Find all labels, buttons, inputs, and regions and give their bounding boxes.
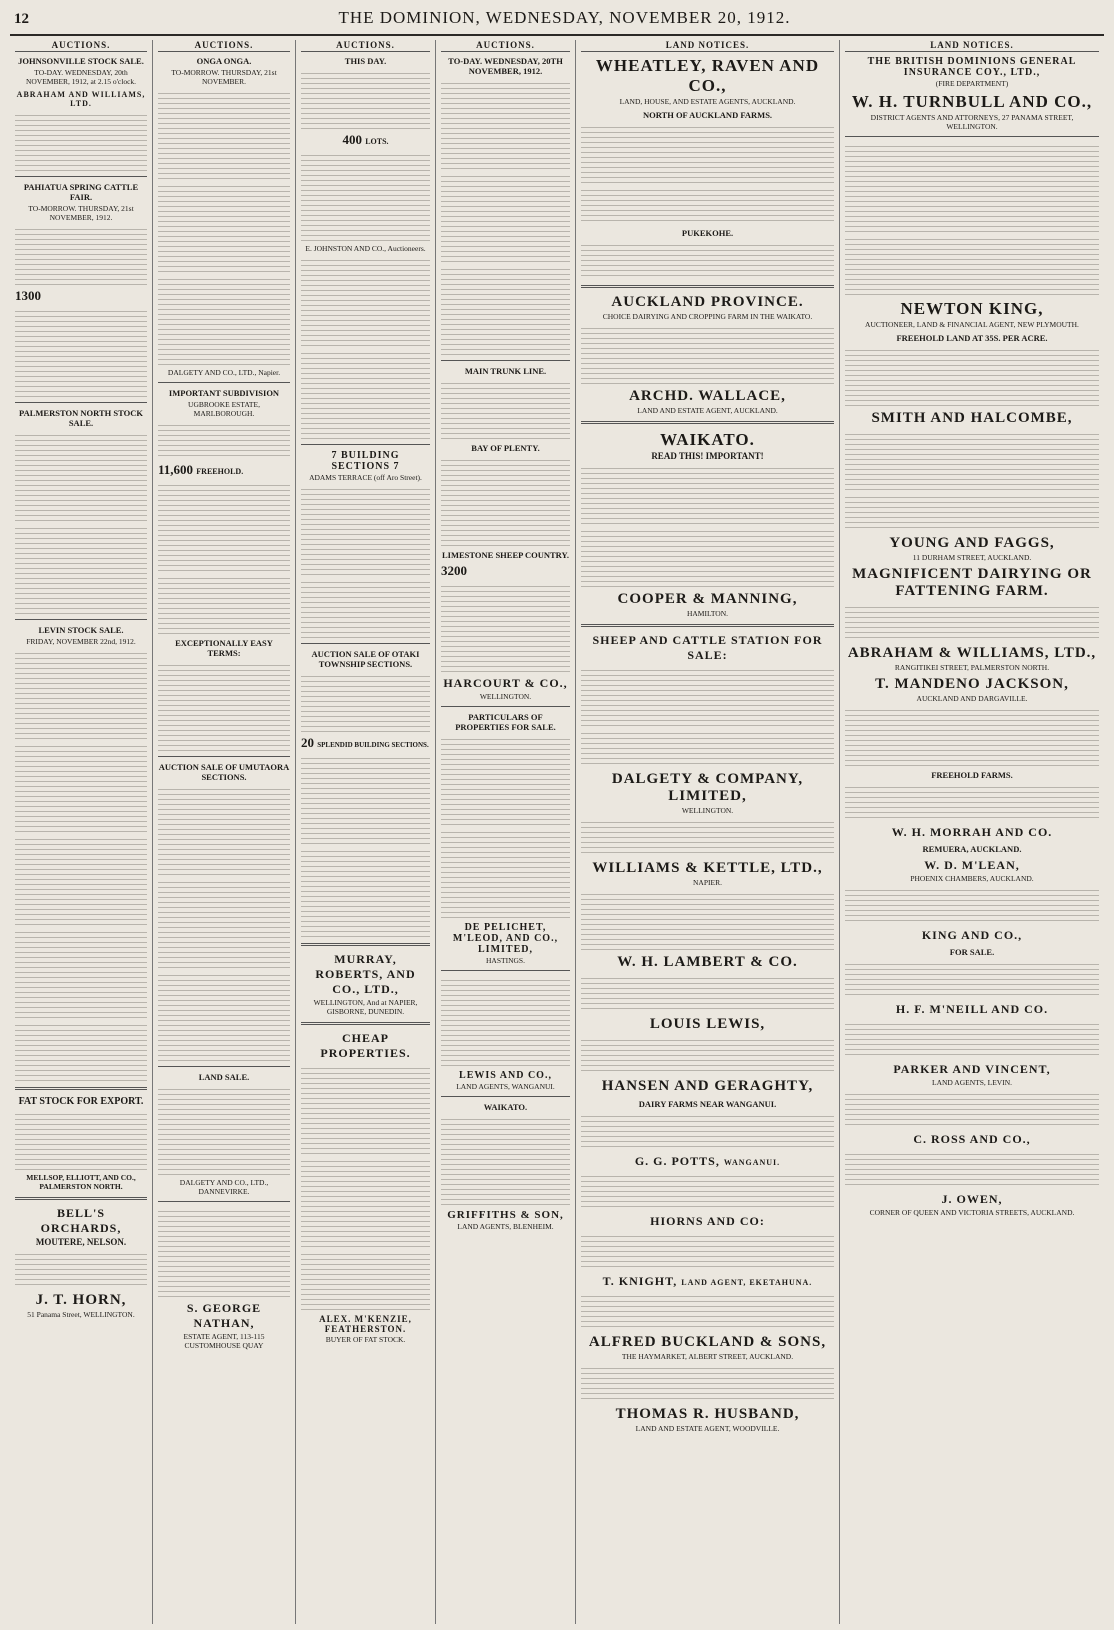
ad-subtitle: RANGITIKEI STREET, PALMERSTON NORTH. [894,663,1050,672]
ad-text-block [441,172,570,262]
divider [158,1201,290,1202]
ad-text-block [845,235,1099,295]
ad-text-block [581,1292,834,1330]
ad-firm [581,1274,834,1289]
columns [10,40,1104,1624]
ad-title: AUCTION SALE OF OTAKI TOWNSHIP SECTIONS. [311,649,420,669]
ad-acreage-label: FREEHOLD. [196,467,244,476]
column-2 [153,40,296,1624]
ad-subtitle: CHOICE DAIRYING AND CROPPING FARM IN THE WAIKATO. [602,312,813,321]
ad-text-block [15,431,147,521]
ad-text-block [581,186,834,224]
ad-text-block [301,1157,430,1247]
ad-title: EXCEPTIONALLY EASY TERMS: [175,638,273,658]
ad-text-block [441,79,570,169]
ad-firm: MURRAY, ROBERTS, AND CO., LTD., [315,952,416,996]
ad-text-block [301,69,430,129]
ad-subtitle: DISTRICT AGENTS AND ATTORNEYS, 27 PANAMA STREET, WELLINGTON. [870,113,1074,131]
ad-date: FRIDAY, NOVEMBER 22nd, 1912. [26,637,136,646]
ad-subtitle: 11 DURHAM STREET, AUCKLAND. [912,553,1032,562]
masthead-title: THE DOMINION, WEDNESDAY, NOVEMBER 20, 1912. [338,8,791,27]
section-heading: LAND NOTICES. [581,40,834,52]
ad-subtitle: WELLINGTON, And at NAPIER, GISBORNE, DUNEDIN. [313,998,418,1016]
ad-text-block [845,430,1099,490]
ad-subtitle: LAND AGENTS, WANGANUI. [456,1082,555,1091]
divider [301,1022,430,1025]
ad-date: TO-DAY. WEDNESDAY, 20th NOVEMBER, 1912, at 2.15 o'clock. [25,68,137,86]
ad-text-block [301,151,430,241]
ad-text-block [301,847,430,937]
ad-text-block [581,241,834,279]
ad-firm: MAGNIFICENT DAIRYING OR FATTENING FARM. [852,566,1092,599]
ad-sections-label: SPLENDID BUILDING SECTIONS. [317,741,429,749]
ad-subtitle: READ THIS! IMPORTANT! [651,451,764,461]
ad-subtitle: ESTATE AGENT, 113-115 CUSTOMHOUSE QUAY [183,1332,265,1350]
ad-lot-count: 1300 [15,288,41,303]
ad-firm-town: WANGANUI. [723,1158,781,1167]
ad-firm: ABRAHAM AND WILLIAMS, LTD. [16,90,146,108]
ad-text-block [301,578,430,638]
ad-acreage-value: 11,600 [158,462,194,477]
ad-subtitle: LAND AND ESTATE AGENT, WOODVILLE. [635,1424,780,1433]
ad-text-block [15,225,147,285]
ad-text-block [441,828,570,918]
ad-heading: FOR SALE. [949,947,995,957]
ad-firm: T. MANDENO JACKSON, [875,676,1069,692]
ad-subtitle: BUYER OF FAT STOCK. [325,1335,406,1344]
ad-firm: NEWTON KING, [900,299,1044,318]
ad-subtitle: LAND, HOUSE, AND ESTATE AGENTS, AUCKLAND. [619,97,796,106]
ad-firm: ALFRED BUCKLAND & SONS, [588,1334,827,1350]
ad-text-block [845,603,1099,641]
ad-lot-count-value: 400 [342,132,362,147]
ad-text-block [845,1150,1099,1188]
section-heading: AUCTIONS. [441,40,570,52]
ad-firm: YOUNG AND FAGGS, [889,535,1055,551]
ad-heading: DAIRY FARMS NEAR WANGANUI. [638,1099,777,1109]
ad-text-block [158,275,290,365]
ad-text-block [15,1021,147,1081]
ad-text-block [301,672,430,732]
ad-text-block [301,349,430,439]
ad-subtitle: (FIRE DEPARTMENT) [935,79,1009,88]
ad-firm: W. H. LAMBERT & CO. [617,954,798,970]
column-4 [436,40,576,1624]
divider [441,360,570,361]
ad-firm: J. T. HORN, [35,1292,127,1308]
divider [158,382,290,383]
ad-subtitle: CORNER OF QUEEN AND VICTORIA STREETS, AUCKLAND. [869,1208,1075,1217]
ad-date: TO-MORROW. THURSDAY, 21st NOVEMBER. [171,68,277,86]
ad-title: LAND SALE. [198,1072,250,1082]
ad-text-block [441,1115,570,1205]
ad-title: PAHIATUA SPRING CATTLE FAIR. [23,182,139,202]
ad-text-block [158,1085,290,1175]
ad-firm: C. ROSS AND CO., [913,1132,1031,1146]
divider [15,402,147,403]
ad-firm: 7 BUILDING SECTIONS 7 [331,450,400,472]
ad-text-block [441,456,570,546]
ad-subtitle: HAMILTON. [686,609,729,618]
ad-subtitle: UGBROOKE ESTATE, MARLBOROUGH. [188,400,260,418]
ad-text-block [581,1364,834,1402]
ad-subtitle: LAND AGENTS, BLENHEIM. [457,1222,554,1231]
column-1 [10,40,153,1624]
section-heading: AUCTIONS. [15,40,147,52]
ad-heading: PUKEKOHE. [681,228,734,238]
ad-text-block [845,960,1099,998]
ad-text-block [581,1036,834,1074]
ad-firm: BELL'S ORCHARDS, [40,1206,122,1235]
ad-title: JOHNSONVILLE STOCK SALE. [18,56,144,66]
ad-firm: WAIKATO. [660,430,755,449]
divider [581,421,834,424]
ad-text-block [845,1090,1099,1128]
ad-title: PARTICULARS OF PROPERTIES FOR SALE. [455,712,556,732]
ad-text-block [158,1207,290,1297]
ad-heading: REMUERA, AUCKLAND. [922,844,1022,854]
ad-text-block [158,971,290,1061]
ad-title: TO-DAY. WEDNESDAY, 20TH NOVEMBER, 1912. [448,56,563,76]
ad-text-block [845,493,1099,531]
ad-firm: S. GEORGE NATHAN, [186,1301,262,1330]
ad-firm [581,1154,834,1169]
ad-firm: AUCKLAND PROVINCE. [611,294,804,310]
ad-text-block [15,742,147,832]
ad-title: SHEEP AND CATTLE STATION FOR SALE: [592,633,823,662]
ad-firm-town: LAND AGENT, EKETAHUNA. [681,1278,813,1287]
ad-date: TO-MORROW. THURSDAY, 21st NOVEMBER, 1912. [28,204,134,222]
ad-text-block [441,379,570,439]
ad-subtitle: WELLINGTON. [479,692,532,701]
ad-firm: DALGETY AND CO., LTD., DANNEVIRKE. [179,1178,269,1196]
ad-firm: H. F. M'NEILL AND CO. [895,1002,1049,1016]
section-heading: LAND NOTICES. [845,40,1099,52]
ad-text-block [581,1172,834,1210]
ad-firm: DE PELICHET, M'LEOD, AND CO., LIMITED, [452,922,559,955]
ad-place: MOUTERE, NELSON. [35,1237,127,1247]
ad-text-block [845,1020,1099,1058]
ad-heading: FREEHOLD LAND AT 35S. PER ACRE. [896,333,1048,343]
ad-text-block [15,524,147,614]
divider [301,444,430,445]
divider [15,619,147,620]
masthead [10,8,1104,36]
ad-firm: SMITH AND HALCOMBE, [871,410,1073,426]
ad-firm: W. D. M'LEAN, [924,858,1020,872]
divider [158,1066,290,1067]
ad-text-block [15,928,147,1018]
ad-title: AUCTION SALE OF UMUTAORA SECTIONS. [158,762,290,782]
ad-sections-value: 20 [301,735,314,750]
ad-text-block [301,485,430,575]
ad-text-block [158,421,290,459]
ad-subtitle: ADAMS TERRACE (off Aro Street). [309,473,422,482]
ad-title: BAY OF PLENTY. [471,443,540,453]
ad-text-block [15,1250,147,1288]
ad-subtitle: AUCKLAND AND DARGAVILLE. [916,694,1028,703]
ad-firm: HANSEN AND GERAGHTY, [601,1078,814,1094]
ad-text-block [301,256,430,346]
section-heading: AUCTIONS. [301,40,430,52]
ad-text-block [15,307,147,397]
ad-text-block [581,527,834,587]
ad-sections [301,735,430,751]
ad-text-block [301,1250,430,1310]
ad-text-block [581,464,834,524]
divider [581,285,834,288]
ad-subtitle: WELLINGTON. [681,806,734,815]
ad-text-block [158,481,290,571]
ad-firm: E. JOHNSTON AND CO., Auctioneers. [305,244,426,253]
divider [15,1197,147,1200]
ad-firm: LOUIS LEWIS, [649,1016,766,1032]
ad-text-block [441,582,570,672]
ad-heading: FREEHOLD FARMS. [931,770,1013,780]
ad-firm: CHEAP PROPERTIES. [320,1031,411,1060]
ad-acreage: 3200 [441,563,467,578]
ad-firm: COOPER & MANNING, [617,591,798,607]
ad-firm: ABRAHAM & WILLIAMS, LTD., [847,645,1097,661]
divider [158,756,290,757]
ad-text-block [581,729,834,767]
ad-text-block [301,1064,430,1154]
divider [441,1096,570,1097]
ad-text-block [158,574,290,634]
column-5 [576,40,840,1624]
ad-text-block [15,111,147,171]
ad-subtitle: PHOENIX CHAMBERS, AUCKLAND. [910,874,1034,883]
ad-text-block [158,661,290,751]
ad-text-block [158,878,290,968]
ad-text-block [581,324,834,384]
ad-text-block [845,783,1099,821]
ad-acreage [158,462,290,478]
ad-address: 51 Panama Street, WELLINGTON. [27,1310,135,1319]
column-3 [296,40,436,1624]
ad-text-block [441,735,570,825]
ad-title: LEVIN STOCK SALE. [38,625,124,635]
ad-firm: DALGETY & COMPANY, LIMITED, [611,771,804,804]
ad-title: ONGA ONGA. [196,56,252,66]
ad-firm: THE BRITISH DOMINIONS GENERAL INSURANCE COY., LTD., [867,56,1077,78]
divider [301,643,430,644]
page-number: 12 [14,11,29,27]
ad-firm-name: T. KNIGHT, [602,1274,678,1288]
ad-text-block [581,890,834,950]
ad-text-block [158,89,290,179]
column-6 [840,40,1104,1624]
ad-title: PALMERSTON NORTH STOCK SALE. [19,408,143,428]
ad-title: FAT STOCK FOR EXPORT. [18,1096,144,1107]
divider [441,706,570,707]
ad-firm: PARKER AND VINCENT, [893,1062,1051,1076]
ad-title: IMPORTANT SUBDIVISION [168,388,280,398]
divider [15,176,147,177]
ad-firm: KING AND CO., [921,928,1023,942]
ad-subtitle: HASTINGS. [486,956,525,965]
ad-firm: LEWIS AND CO., [459,1070,552,1081]
ad-heading: NORTH OF AUCKLAND FARMS. [642,110,773,120]
ad-text-block [158,785,290,875]
ad-firm: THOMAS R. HUSBAND, [615,1406,800,1422]
ad-text-block [441,976,570,1066]
ad-firm: GRIFFITHS & SON, [447,1209,564,1221]
ad-subtitle: LAND AGENTS, LEVIN. [932,1078,1012,1087]
divider [845,136,1099,137]
section-heading: AUCTIONS. [158,40,290,52]
ad-title: WAIKATO. [483,1102,528,1112]
ad-text-block [581,818,834,856]
ad-text-block [581,666,834,726]
ad-text-block [845,886,1099,924]
ad-text-block [581,1232,834,1270]
divider [15,1087,147,1090]
ad-contact: MELLSOP, ELLIOTT, AND CO., PALMERSTON NORTH. [26,1173,136,1191]
divider [581,624,834,627]
ad-firm: ARCHD. WALLACE, [629,388,786,404]
ad-text-block [301,754,430,844]
ad-subtitle: NAPIER. [693,878,722,887]
ad-firm: J. OWEN, [941,1192,1003,1206]
ad-text-block [845,346,1099,406]
ad-title: LIMESTONE SHEEP COUNTRY. [441,550,569,560]
ad-text-block [441,265,570,355]
ad-firm: W. H. TURNBULL AND CO., [851,92,1093,111]
ad-firm: DALGETY AND CO., LTD., Napier. [167,368,281,377]
ad-title: THIS DAY. [344,56,387,66]
ad-firm: WHEATLEY, RAVEN AND CO., [595,56,820,95]
ad-subtitle: AUCTIONEER, LAND & FINANCIAL AGENT, NEW PLYMOUTH. [865,320,1079,329]
divider [441,970,570,971]
ad-subtitle: THE HAYMARKET, ALBERT STREET, AUCKLAND. [621,1352,794,1361]
ad-text-block [15,1110,147,1170]
ad-text-block [581,1112,834,1150]
ad-text-block [15,835,147,925]
ad-title: MAIN TRUNK LINE. [464,366,547,376]
ad-text-block [845,706,1099,766]
ad-text-block [845,142,1099,232]
ad-firm: HIORNS AND CO: [650,1214,765,1228]
ad-subtitle: LAND AND ESTATE AGENT, AUCKLAND. [637,406,778,415]
divider [301,943,430,946]
ad-text-block [581,974,834,1012]
ad-firm: W. H. MORRAH AND CO. [891,825,1053,839]
ad-text-block [158,182,290,272]
ad-firm-name: G. G. POTTS, [634,1154,720,1168]
ad-text-block [15,649,147,739]
ad-lot-count [301,132,430,148]
ad-lot-count-label: LOTS. [365,137,389,146]
ad-firm: HARCOURT & CO., [443,676,568,690]
ad-firm: WILLIAMS & KETTLE, LTD., [592,860,823,876]
ad-firm: ALEX. M'KENZIE, FEATHERSTON. [319,1314,412,1334]
ad-text-block [581,123,834,183]
